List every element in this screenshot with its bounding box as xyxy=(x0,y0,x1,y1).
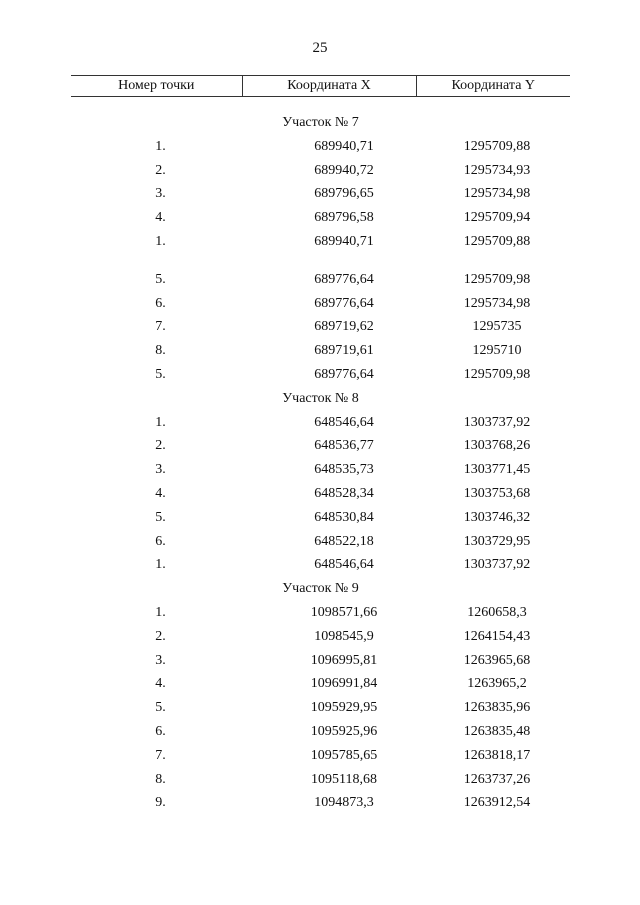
point-number-cell: 6. xyxy=(155,723,166,739)
coordinate-y-cell: 1295709,98 xyxy=(463,366,531,382)
coordinate-x-cell: 648546,64 xyxy=(314,557,374,573)
coordinate-x-cell: 1096995,81 xyxy=(310,652,378,668)
point-number-cell: 1. xyxy=(155,233,166,249)
section-title-row xyxy=(71,577,570,601)
coordinate-x-cell: 648546,64 xyxy=(314,414,374,430)
coordinate-y-cell: 1303771,45 xyxy=(463,462,531,478)
point-number-cell: 8. xyxy=(155,343,166,359)
point-number-cell: 7. xyxy=(155,747,166,763)
coordinate-y-cell: 1263965,68 xyxy=(463,652,531,668)
table-row xyxy=(71,506,570,530)
coordinate-y-cell: 1263818,17 xyxy=(463,747,531,763)
coordinate-y-cell: 1260658,3 xyxy=(467,604,527,620)
table-row xyxy=(71,363,570,387)
coordinate-x-cell: 689940,71 xyxy=(314,233,374,249)
table-row xyxy=(71,182,570,206)
header-coordinate-x: Координата X xyxy=(242,76,416,97)
coordinate-y-cell: 1295709,98 xyxy=(463,271,531,287)
coordinate-x-cell: 689940,71 xyxy=(314,138,374,154)
table-body xyxy=(71,97,570,816)
coordinate-y-cell: 1295709,94 xyxy=(463,210,531,226)
page-number: 25 xyxy=(312,40,328,56)
point-number-cell: 1. xyxy=(155,414,166,430)
table-row xyxy=(71,625,570,649)
coordinate-x-cell: 1095925,96 xyxy=(310,723,378,739)
coordinate-x-cell: 689940,72 xyxy=(314,162,374,178)
table-row xyxy=(71,292,570,316)
point-number-cell: 6. xyxy=(155,295,166,311)
point-number-cell: 4. xyxy=(155,676,166,692)
table-row xyxy=(71,159,570,183)
coordinate-x-cell: 689776,64 xyxy=(314,366,374,382)
table-row xyxy=(71,696,570,720)
table-row xyxy=(71,768,570,792)
table-row xyxy=(71,601,570,625)
point-number-cell: 5. xyxy=(155,271,166,287)
table-row xyxy=(71,315,570,339)
header-point-number: Номер точки xyxy=(71,76,242,97)
coordinate-x-cell: 648530,84 xyxy=(314,509,374,525)
coordinate-x-cell: 689796,65 xyxy=(314,186,374,202)
coordinate-y-cell: 1295710 xyxy=(472,343,522,359)
point-number-cell: 3. xyxy=(155,462,166,478)
point-number-cell: 5. xyxy=(155,509,166,525)
point-number-cell: 9. xyxy=(155,795,166,811)
coordinate-x-cell: 1095785,65 xyxy=(310,747,378,763)
table-row xyxy=(71,434,570,458)
coordinates-table xyxy=(71,75,570,815)
coordinate-y-cell: 1263835,96 xyxy=(463,700,531,716)
point-number-cell: 1. xyxy=(155,604,166,620)
point-number-cell: 2. xyxy=(155,628,166,644)
point-number-cell: 4. xyxy=(155,210,166,226)
coordinate-x-cell: 648535,73 xyxy=(314,462,374,478)
table-row xyxy=(71,530,570,554)
coordinate-x-cell: 689719,62 xyxy=(314,319,374,335)
coordinate-y-cell: 1295734,98 xyxy=(463,186,531,202)
coordinate-y-cell: 1295735 xyxy=(472,319,522,335)
table-row xyxy=(71,482,570,506)
coordinate-y-cell: 1303768,26 xyxy=(463,438,531,454)
coordinate-y-cell: 1295709,88 xyxy=(463,233,531,249)
header-coordinate-y: Координата Y xyxy=(416,76,570,97)
point-number-cell: 2. xyxy=(155,438,166,454)
coordinate-y-cell: 1263737,26 xyxy=(463,771,531,787)
table-row xyxy=(71,720,570,744)
coordinate-x-cell: 689796,58 xyxy=(314,210,374,226)
coordinate-x-cell: 689776,64 xyxy=(314,295,374,311)
table-row xyxy=(71,553,570,577)
point-number-cell: 1. xyxy=(155,557,166,573)
point-number-cell: 5. xyxy=(155,700,166,716)
spacer-row xyxy=(71,254,570,268)
coordinate-y-cell: 1295734,98 xyxy=(463,295,531,311)
table-row xyxy=(71,649,570,673)
coordinate-y-cell: 1264154,43 xyxy=(463,628,531,644)
table-row xyxy=(71,744,570,768)
coordinate-y-cell: 1303729,95 xyxy=(463,533,531,549)
coordinate-x-cell: 648528,34 xyxy=(314,485,374,501)
section-title-row xyxy=(71,111,570,135)
table-row xyxy=(71,206,570,230)
table-row xyxy=(71,230,570,254)
table-row xyxy=(71,411,570,435)
coordinate-x-cell: 689719,61 xyxy=(314,343,374,359)
coordinate-x-cell: 1098571,66 xyxy=(310,604,378,620)
table-row xyxy=(71,791,570,815)
table-row xyxy=(71,268,570,292)
coordinate-y-cell: 1295734,93 xyxy=(463,162,531,178)
coordinate-y-cell: 1303737,92 xyxy=(463,557,531,573)
coordinate-x-cell: 648536,77 xyxy=(314,438,374,454)
coordinate-x-cell: 1096991,84 xyxy=(310,676,378,692)
point-number-cell: 3. xyxy=(155,186,166,202)
coordinate-x-cell: 1098545,9 xyxy=(314,628,374,644)
coordinate-y-cell: 1303753,68 xyxy=(463,485,531,501)
table-row xyxy=(71,672,570,696)
point-number-cell: 2. xyxy=(155,162,166,178)
table-row xyxy=(71,339,570,363)
point-number-cell: 7. xyxy=(155,319,166,335)
coordinate-y-cell: 1295709,88 xyxy=(463,138,531,154)
coordinate-y-cell: 1263835,48 xyxy=(463,723,531,739)
coordinate-x-cell: 689776,64 xyxy=(314,271,374,287)
coordinate-x-cell: 1095929,95 xyxy=(310,700,378,716)
point-number-cell: 4. xyxy=(155,485,166,501)
coordinate-y-cell: 1263912,54 xyxy=(463,795,531,811)
coordinate-x-cell: 1094873,3 xyxy=(314,795,374,811)
point-number-cell: 6. xyxy=(155,533,166,549)
point-number-cell: 5. xyxy=(155,366,166,382)
section-title: Участок № 8 xyxy=(282,390,359,406)
coordinate-y-cell: 1303746,32 xyxy=(463,509,531,525)
coordinate-x-cell: 648522,18 xyxy=(314,533,374,549)
section-title: Участок № 7 xyxy=(282,115,359,130)
coordinate-y-cell: 1263965,2 xyxy=(467,676,527,692)
coordinate-x-cell: 1095118,68 xyxy=(311,771,377,787)
section-title-row xyxy=(71,387,570,411)
point-number-cell: 3. xyxy=(155,652,166,668)
table-row xyxy=(71,135,570,159)
point-number-cell: 1. xyxy=(155,138,166,154)
point-number-cell: 8. xyxy=(155,771,166,787)
coordinate-y-cell: 1303737,92 xyxy=(463,414,531,430)
section-title: Участок № 9 xyxy=(282,581,359,597)
table-header-row xyxy=(71,76,570,97)
spacer-row xyxy=(71,97,570,112)
table-row xyxy=(71,458,570,482)
